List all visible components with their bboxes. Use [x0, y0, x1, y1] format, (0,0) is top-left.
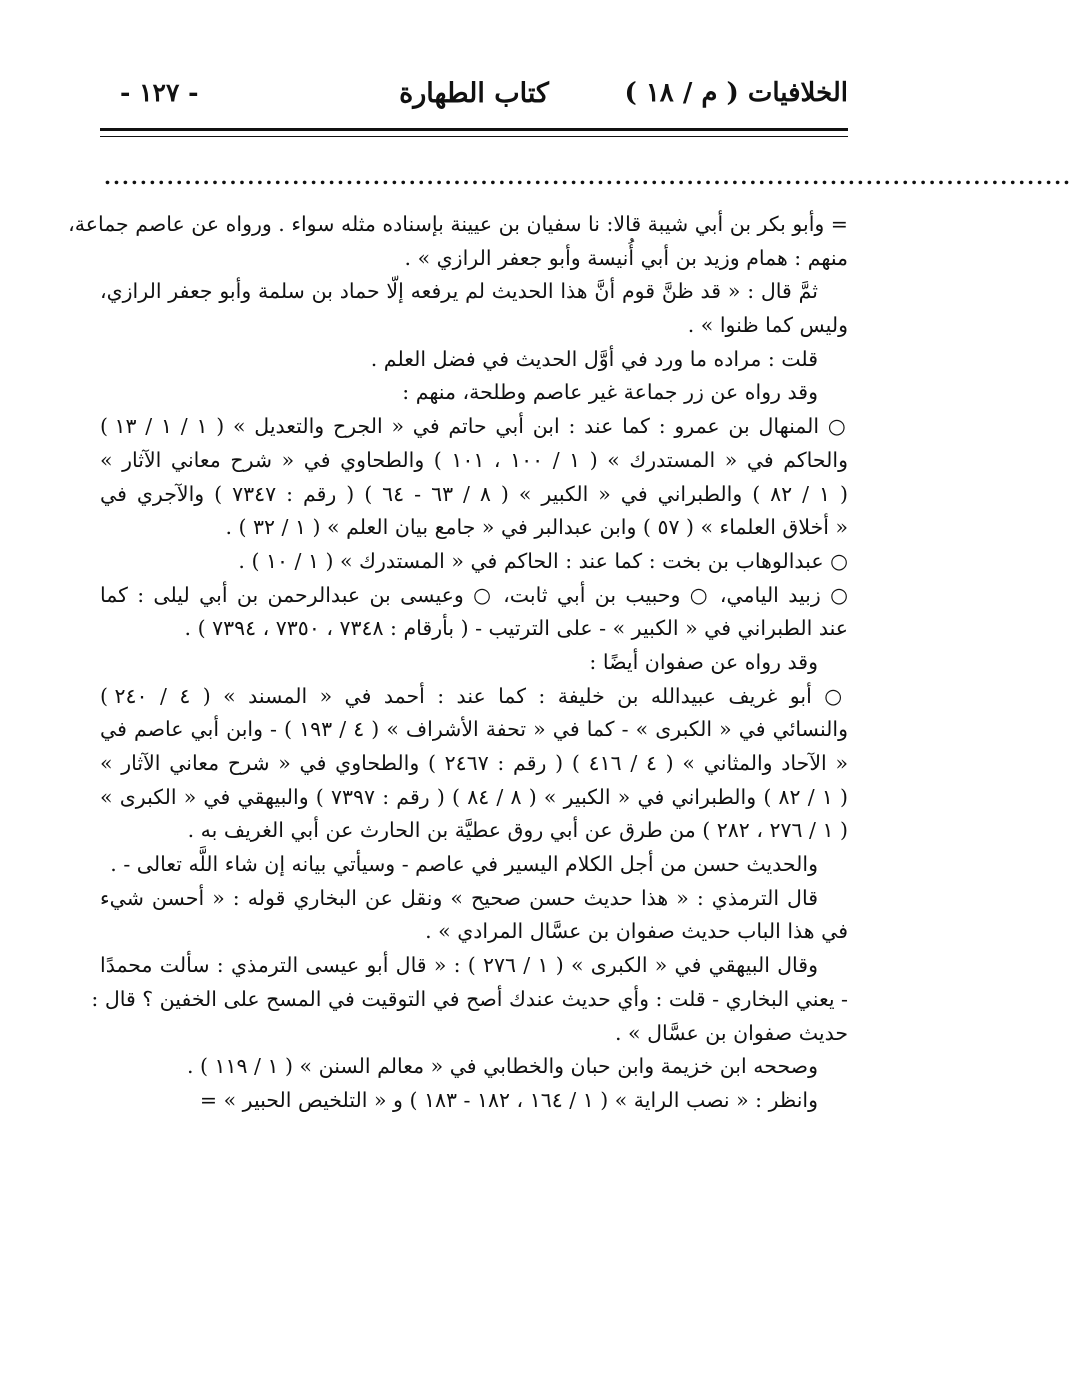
section-title: الخلافيات ( م / ١٨ ): [624, 78, 848, 108]
text-line: عند الطبراني في « الكبير » - على الترتيب - ( بأرقام : ٧٣٤٨ ، ٧٣٥٠ ، ٧٣٩٤ ) .: [184, 616, 848, 641]
running-header: [100, 78, 848, 122]
text-line: = وأبو بكر بن أبي شيبة قالا: نا سفيان بن عيينة بإسناده مثله سواء . ورواه عن عاصم جماعة،: [68, 212, 848, 236]
text-line: « الآحاد والمثاني » ( ٤ / ٤١٦ ) ( رقم : ٢٤٦٧ ) والطحاوي في « شرح معاني الآثار »: [100, 751, 848, 775]
text-line: قلت : مراده ما ورد في أوَّل الحديث في فضل العلم .: [370, 346, 818, 371]
text-line: وقال البيهقي في « الكبرى » ( ١ / ٢٧٦ ) : « قال أبو عيسى الترمذي : سألت محمدًا: [100, 953, 818, 978]
text-line: ○ عبدالوهاب بن بخت : كما عند : الحاكم في « المستدرك » ( ١ / ١٠ ) .: [238, 548, 848, 573]
text-line: والحديث حسن من أجل الكلام اليسير في عاصم - وسيأتي بيانه إن شاء اللَّه تعالى - .: [110, 852, 818, 877]
text-line: - يعني البخاري - قلت : وأي حديث عندك أصح في التوقيت في المسح على الخفين ؟ قال :: [91, 986, 848, 1011]
footnote-body: [68, 208, 849, 1118]
text-line: « أخلاق العلماء » ( ٥٧ ) وابن عبدالبر في « جامع بيان العلم » ( ١ / ٣٢ ) .: [225, 515, 848, 540]
text-line: ○ المنهال بن عمرو : كما عند : ابن أبي حاتم في « الجرح والتعديل » ( ١ / ١ / ١٣ ): [100, 414, 848, 439]
chapter-title: كتاب الطهارة: [399, 78, 549, 109]
text-line: والحاكم في « المستدرك » ( ١ / ١٠٠ ، ١٠١ ) والطحاوي في « شرح معاني الآثار »: [100, 447, 848, 472]
text-line: وصححه ابن خزيمة وابن حبان والخطابي في « معالم السنن » ( ١ / ١١٩ ) .: [186, 1054, 818, 1079]
text-line: ○ زبيد اليامي، ○ وحبيب بن أبي ثابت، ○ وعيسى بن عبدالرحمن بن أبي ليلى : كما: [100, 582, 848, 607]
text-line: ○ أبو غريف عبيدالله بن خليفة : كما عند : أحمد في « المسند » ( ٤ / ٢٤٠ ): [100, 683, 848, 708]
text-line: ثمَّ قال : « قد ظنَّ قوم أنَّ هذا الحديث لم يرفعه إلّا حماد بن سلمة وأبو جعفر الرازي،: [100, 279, 819, 304]
page-number: - ١٢٧ -: [120, 78, 199, 107]
text-line: حديث صفوان بن عسَّال » .: [615, 1020, 848, 1045]
text-line: في هذا الباب حديث صفوان بن عسَّال المرادي » .: [425, 919, 848, 944]
text-line: منهم : همام وزيد بن أبي أُنيسة وأبو جعفر الرازي » .: [404, 245, 848, 270]
text-line: ( ١ / ٨٢ ) والطبراني في « الكبير » ( ٨ / ٨٤ ) ( رقم : ٧٣٩٧ ) والبيهقي في « الكبرى »: [100, 784, 849, 809]
text-line: قال الترمذي : « هذا حديث حسن صحيح » ونقل عن البخاري قوله : « أحسن شيء: [100, 885, 818, 910]
header-rule-thin: [100, 136, 848, 137]
text-line: وقد رواه عن زر جماعة غير عاصم وطلحة، منهم :: [402, 380, 818, 405]
text-line: والنسائي في « الكبرى » - كما في « تحفة الأشراف » ( ٤ / ١٩٣ ) - وابن أبي عاصم في: [100, 717, 848, 742]
text-line: وانظر : « نصب الراية » ( ١ / ١٦٤ ، ١٨٢ - ١٨٣ ) و « التلخيص الحبير » =: [199, 1087, 818, 1112]
text-line: ( ١ / ٢٧٦ ، ٢٨٢ ) من طرق عن أبي روق عطيَّة بن الحارث عن أبي الغريف به .: [187, 818, 848, 843]
text-line: وقد رواه عن صفوان أيضًا :: [589, 649, 818, 674]
dotted-separator: ............................................................................................................: [104, 165, 1072, 189]
text-line: ( ١ / ٨٢ ) والطبراني في « الكبير » ( ٨ / ٦٣ - ٦٤ ) ( رقم : ٧٣٤٧ ) والآجري في: [100, 481, 849, 506]
text-line: وليس كما ظنوا » .: [687, 313, 848, 338]
header-rule-thick: [100, 128, 848, 131]
